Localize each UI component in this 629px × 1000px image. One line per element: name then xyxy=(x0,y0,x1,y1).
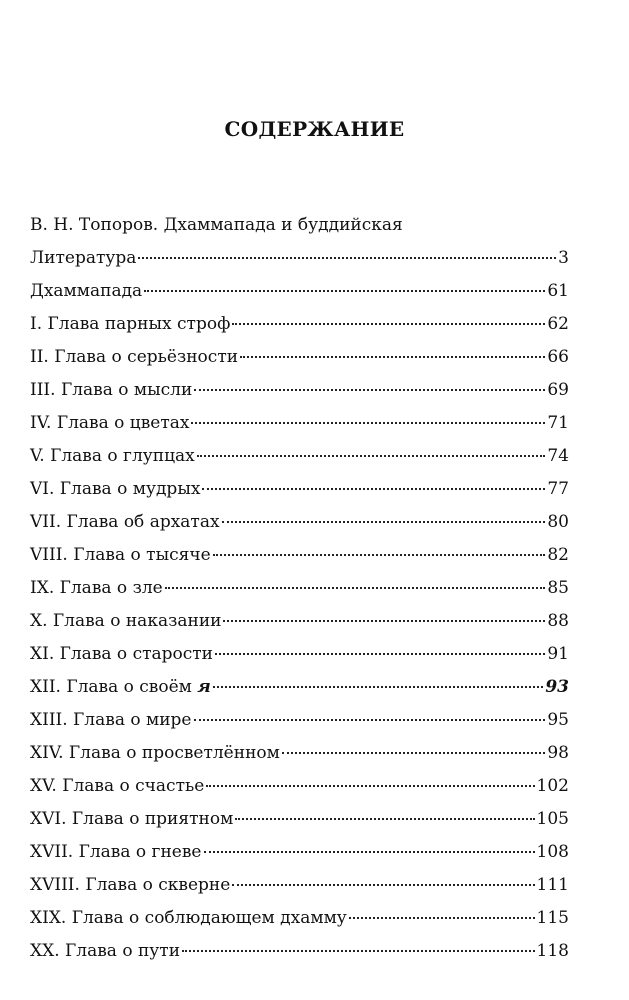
toc-entry-title xyxy=(30,409,189,437)
toc-entries-list xyxy=(30,277,569,970)
toc-entry-title-text: XIX. Глава о соблюдающем дхамму xyxy=(30,908,347,928)
toc-entry xyxy=(30,772,569,805)
dot-leader xyxy=(223,620,545,622)
dot-leader xyxy=(232,323,545,325)
dot-leader xyxy=(235,818,534,820)
toc-entry xyxy=(30,310,569,343)
toc-entry-title-text: V. Глава о глупцах xyxy=(30,446,195,466)
toc-entry xyxy=(30,574,569,607)
toc-entry xyxy=(30,475,569,508)
toc-entry-title xyxy=(30,475,200,503)
toc-entry-page: 93 xyxy=(545,677,569,697)
toc-entry xyxy=(30,739,569,772)
toc-entry xyxy=(30,607,569,640)
dot-leader xyxy=(138,257,556,259)
toc-entry-title xyxy=(30,607,221,635)
dot-leader xyxy=(213,554,546,556)
dot-leader xyxy=(222,521,546,523)
toc-entry-page: 61 xyxy=(547,281,569,301)
toc-entry-title xyxy=(30,574,163,602)
toc-entry-title-text: II. Глава о серьёзности xyxy=(30,347,239,367)
toc-entry-page: 80 xyxy=(547,512,569,532)
toc-entry-title xyxy=(30,640,213,668)
toc-entry-page: 108 xyxy=(536,842,569,862)
toc-entry-title-text: VII. Глава об архатах xyxy=(30,512,220,532)
toc-entry-title xyxy=(30,277,142,305)
toc-entry-page: 102 xyxy=(536,776,569,796)
toc-entry xyxy=(30,871,569,904)
toc-entry-title-text: XVII. Глава о гневе xyxy=(30,842,202,862)
toc-entry-title xyxy=(30,838,202,866)
dot-leader xyxy=(282,752,546,754)
toc-entry xyxy=(30,277,569,310)
toc-intro-line: В. Н. Топоров. Дхаммапада и буддийская xyxy=(30,215,403,235)
toc-entry-page: 111 xyxy=(536,875,569,895)
toc-entry xyxy=(30,409,569,442)
toc-entry-title xyxy=(30,937,180,965)
toc-entry xyxy=(30,706,569,739)
toc-entry-page: 62 xyxy=(547,314,569,334)
toc-entry-page: 105 xyxy=(536,809,569,829)
toc-entry-page: 82 xyxy=(547,545,569,565)
dot-leader xyxy=(204,851,535,853)
toc-entry-page: 98 xyxy=(547,743,569,763)
dot-leader xyxy=(194,719,546,721)
toc-entry-title-text: XI. Глава о старости xyxy=(30,644,213,664)
toc-entry-title xyxy=(30,310,230,338)
table-of-contents xyxy=(30,211,569,970)
toc-entry-title-text: VI. Глава о мудрых xyxy=(30,479,201,499)
toc-entry-title: Литература xyxy=(30,248,137,268)
toc-entry-intro xyxy=(30,244,569,277)
toc-entry-title-text: XX. Глава о пути xyxy=(30,941,181,961)
dot-leader xyxy=(232,884,534,886)
toc-entry-title-text: XVI. Глава о приятном xyxy=(30,809,234,829)
toc-entry-title-text: XIV. Глава о просветлённом xyxy=(30,743,280,763)
toc-entry-title-text: VIII. Глава о тысяче xyxy=(30,545,211,565)
dot-leader xyxy=(182,950,535,952)
toc-entry-title xyxy=(30,904,347,932)
toc-entry-page: 77 xyxy=(547,479,569,499)
dot-leader xyxy=(206,785,534,787)
toc-entry xyxy=(30,343,569,376)
toc-entry-title xyxy=(30,541,211,569)
dot-leader xyxy=(215,653,545,655)
toc-entry-title xyxy=(30,706,192,734)
dot-leader xyxy=(240,356,545,358)
toc-entry-title xyxy=(30,871,230,899)
page-title: СОДЕРЖАНИЕ xyxy=(224,117,405,141)
toc-entry-page: 95 xyxy=(547,710,569,730)
toc-entry-title-text: XIII. Глава о мире xyxy=(30,710,192,730)
toc-entry-title-text: XV. Глава о счастье xyxy=(30,776,205,796)
toc-entry-page: 71 xyxy=(547,413,569,433)
toc-entry-title xyxy=(30,508,220,536)
toc-entry xyxy=(30,904,569,937)
toc-entry-page: 85 xyxy=(547,578,569,598)
toc-entry-page: 115 xyxy=(536,908,569,928)
toc-entry-title xyxy=(30,772,204,800)
dot-leader xyxy=(202,488,545,490)
toc-entry-title xyxy=(30,442,195,470)
toc-entry-title-text: I. Глава парных строф xyxy=(30,314,231,334)
dot-leader xyxy=(144,290,545,292)
toc-entry xyxy=(30,442,569,475)
toc-entry-title-text: XVIII. Глава о скверне xyxy=(30,875,231,895)
toc-entry xyxy=(30,376,569,409)
dot-leader xyxy=(194,389,545,391)
toc-entry xyxy=(30,838,569,871)
toc-entry-title xyxy=(30,343,238,371)
dot-leader xyxy=(197,455,546,457)
toc-entry-page: 88 xyxy=(547,611,569,631)
toc-entry-title xyxy=(30,739,280,767)
dot-leader xyxy=(191,422,545,424)
toc-entry-title-text: IV. Глава о цветах xyxy=(30,413,190,433)
toc-entry-title-text: X. Глава о наказании xyxy=(30,611,222,631)
toc-entry-title xyxy=(30,805,233,833)
toc-entry-title xyxy=(30,376,192,404)
toc-entry-page: 3 xyxy=(558,248,569,268)
toc-entry xyxy=(30,937,569,970)
dot-leader xyxy=(349,917,535,919)
toc-entry-page: 91 xyxy=(547,644,569,664)
toc-entry-title-text: Дхаммапада xyxy=(30,281,143,301)
toc-entry xyxy=(30,640,569,673)
toc-entry-title-text: III. Глава о мысли xyxy=(30,380,193,400)
toc-entry-page: 118 xyxy=(536,941,569,961)
toc-entry-page: 69 xyxy=(547,380,569,400)
toc-entry xyxy=(30,541,569,574)
toc-entry-title-text: XII. Глава о своём xyxy=(30,677,198,697)
toc-entry xyxy=(30,508,569,541)
toc-entry-page: 74 xyxy=(547,446,569,466)
dot-leader xyxy=(165,587,546,589)
toc-entry xyxy=(30,673,569,706)
toc-entry xyxy=(30,805,569,838)
toc-entry-title-text: IX. Глава о зле xyxy=(30,578,163,598)
toc-entry-title xyxy=(30,673,211,701)
toc-entry-page: 66 xyxy=(547,347,569,367)
dot-leader xyxy=(213,686,544,688)
toc-entry-title-emphasis: я xyxy=(197,677,211,697)
